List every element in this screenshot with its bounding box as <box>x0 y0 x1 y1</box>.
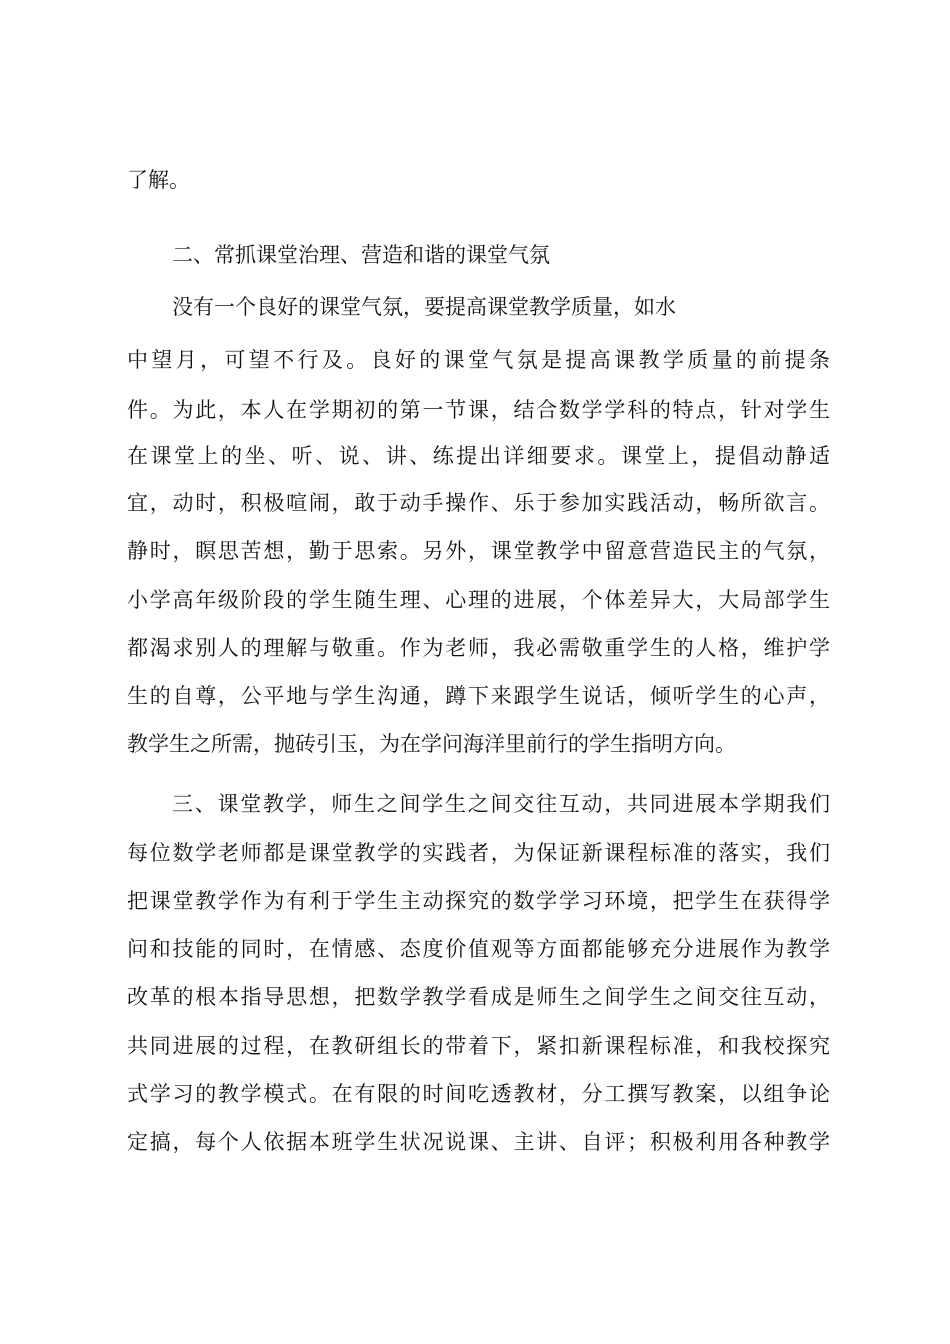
paragraph-line-8: 静时，瞑思苦想，勤于思索。另外，课堂教学中留意营造民主的气氛， <box>127 539 830 563</box>
paragraph-line-9: 小学高年级阶段的学生随生理、心理的进展，个体差异大，大局部学生 <box>127 588 830 612</box>
paragraph-line-16: 问和技能的同时，在情感、态度价值观等方面都能够充分进展作为教学 <box>127 937 830 961</box>
paragraph-line-20: 定搞，每个人依据本班学生状况说课、主讲、自评；积极利用各种教学 <box>127 1130 830 1154</box>
paragraph-line-15: 把课堂教学作为有利于学生主动探究的数学学习环境，把学生在获得学 <box>127 889 830 913</box>
paragraph-line-12: 教学生之所需，抛砖引玉，为在学问海洋里前行的学生指明方向。 <box>127 732 736 756</box>
paragraph-line-4: 中望月，可望不行及。良好的课堂气氛是提高课教学质量的前提条 <box>127 348 830 372</box>
paragraph-line-11: 生的自尊，公平地与学生沟通，蹲下来跟学生说话，倾听学生的心声， <box>127 684 830 708</box>
paragraph-line-6: 在课堂上的坐、听、说、讲、练提出详细要求。课堂上，提倡动静适 <box>127 444 830 468</box>
paragraph-line-7: 宜，动时，积极喧闹，敢于动手操作、乐于参加实践活动，畅所欲言。 <box>127 491 830 515</box>
paragraph-line-19: 式学习的教学模式。在有限的时间吃透教材，分工撰写教案，以组争论 <box>127 1082 830 1106</box>
paragraph-line-1: 了解。 <box>127 168 190 192</box>
paragraph-line-18: 共同进展的过程，在教研组长的带着下，紧扣新课程标准，和我校探究 <box>127 1034 830 1058</box>
section-heading-3: 三、课堂教学，师生之间学生之间交往互动，共同进展本学期我们 <box>172 792 830 816</box>
paragraph-line-10: 都渴求别人的理解与敬重。作为老师，我必需敬重学生的人格，维护学 <box>127 636 830 660</box>
section-heading-2: 二、常抓课堂治理、营造和谐的课堂气氛 <box>172 243 550 267</box>
paragraph-line-3: 没有一个良好的课堂气氛，要提高课堂教学质量，如水 <box>172 295 676 319</box>
paragraph-line-17: 改革的根本指导思想，把数学教学看成是师生之间学生之间交往互动， <box>127 985 830 1009</box>
paragraph-line-5: 件。为此，本人在学期初的第一节课，结合数学学科的特点，针对学生 <box>127 398 830 422</box>
paragraph-line-14: 每位数学老师都是课堂教学的实践者，为保证新课程标准的落实，我们 <box>127 841 830 865</box>
